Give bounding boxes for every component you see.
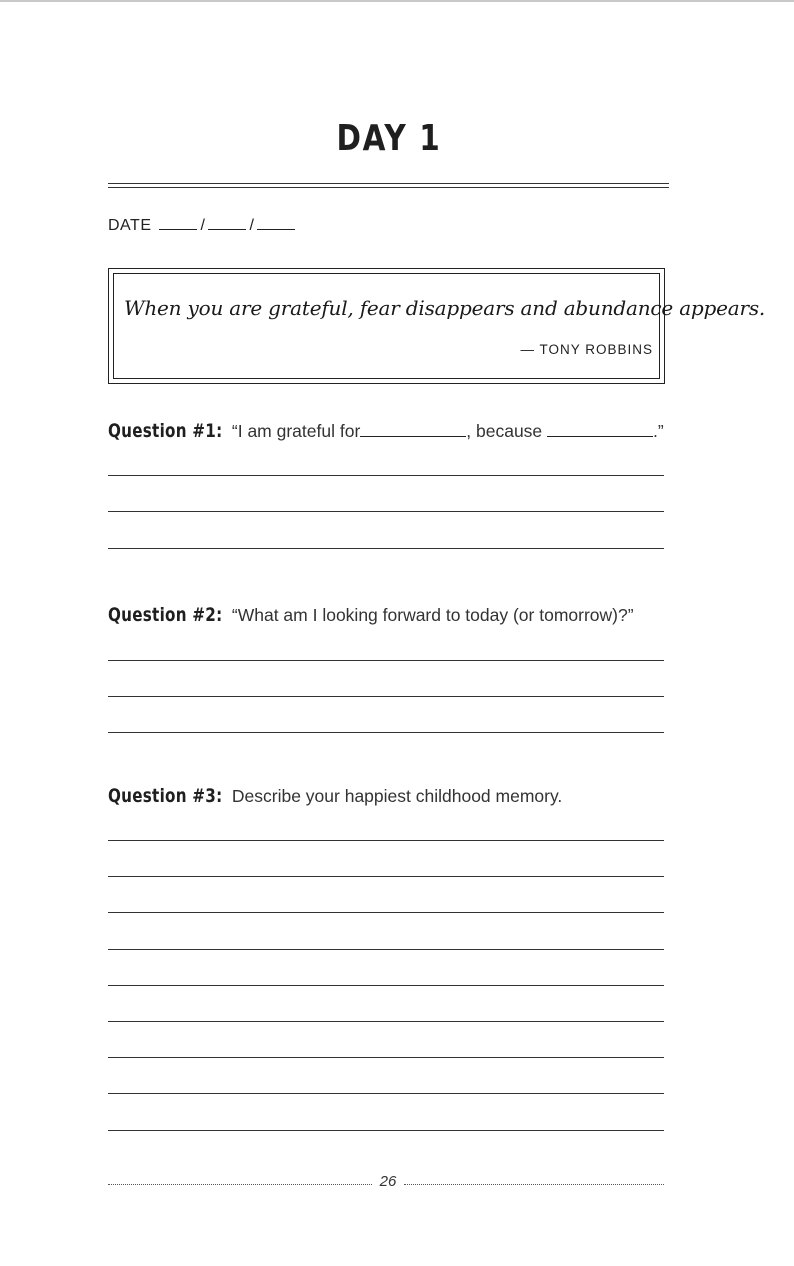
question-1-text-after: .” — [653, 421, 664, 441]
question-1-text-before: “I am grateful for — [231, 421, 361, 441]
page-number: 26 — [379, 1173, 397, 1190]
answer-line[interactable] — [108, 660, 664, 661]
date-row — [108, 215, 297, 235]
question-1-blank-because[interactable] — [547, 422, 653, 437]
quote-author: — TONY ROBBINS — [520, 342, 653, 357]
date-year-blank[interactable] — [257, 215, 295, 230]
quote-text: When you are grateful, fear disappears and abundance appears. — [124, 296, 766, 320]
question-3-label: Question #3: — [108, 785, 223, 807]
answer-line[interactable] — [108, 985, 664, 986]
question-1-label: Question #1: — [108, 420, 223, 442]
date-day-blank[interactable] — [208, 215, 246, 230]
quote-inner-frame — [113, 273, 766, 379]
answer-line[interactable] — [108, 548, 664, 549]
answer-line[interactable] — [108, 876, 664, 877]
footer-dotted-rule-right — [404, 1184, 664, 1185]
page-title: DAY 1 — [336, 118, 442, 159]
answer-line[interactable] — [108, 1057, 664, 1058]
answer-line[interactable] — [108, 912, 664, 913]
answer-line[interactable] — [108, 475, 664, 476]
date-label: DATE — [108, 217, 152, 234]
answer-line[interactable] — [108, 1021, 664, 1022]
question-1-blank-grateful[interactable] — [360, 422, 466, 437]
page-top-edge — [0, 0, 794, 2]
answer-line[interactable] — [108, 696, 664, 697]
answer-line[interactable] — [108, 1093, 664, 1094]
date-separator: / — [249, 217, 255, 234]
answer-line[interactable] — [108, 949, 664, 950]
date-month-blank[interactable] — [159, 215, 197, 230]
title-rule-bottom — [108, 187, 669, 188]
question-2-label: Question #2: — [108, 604, 223, 626]
question-1 — [108, 420, 664, 442]
answer-line[interactable] — [108, 1130, 664, 1131]
question-2-text: “What am I looking forward to today (or tomorrow)?” — [231, 605, 634, 625]
answer-line[interactable] — [108, 511, 664, 512]
question-3 — [108, 785, 562, 807]
question-3-text: Describe your happiest childhood memory. — [231, 786, 563, 806]
answer-line[interactable] — [108, 732, 664, 733]
answer-line[interactable] — [108, 840, 664, 841]
title-rule-top — [108, 183, 669, 184]
quote-box — [108, 268, 766, 384]
date-separator: / — [200, 217, 206, 234]
question-1-text-middle: , because — [466, 421, 548, 441]
question-2 — [108, 604, 634, 626]
footer-dotted-rule-left — [108, 1184, 372, 1185]
